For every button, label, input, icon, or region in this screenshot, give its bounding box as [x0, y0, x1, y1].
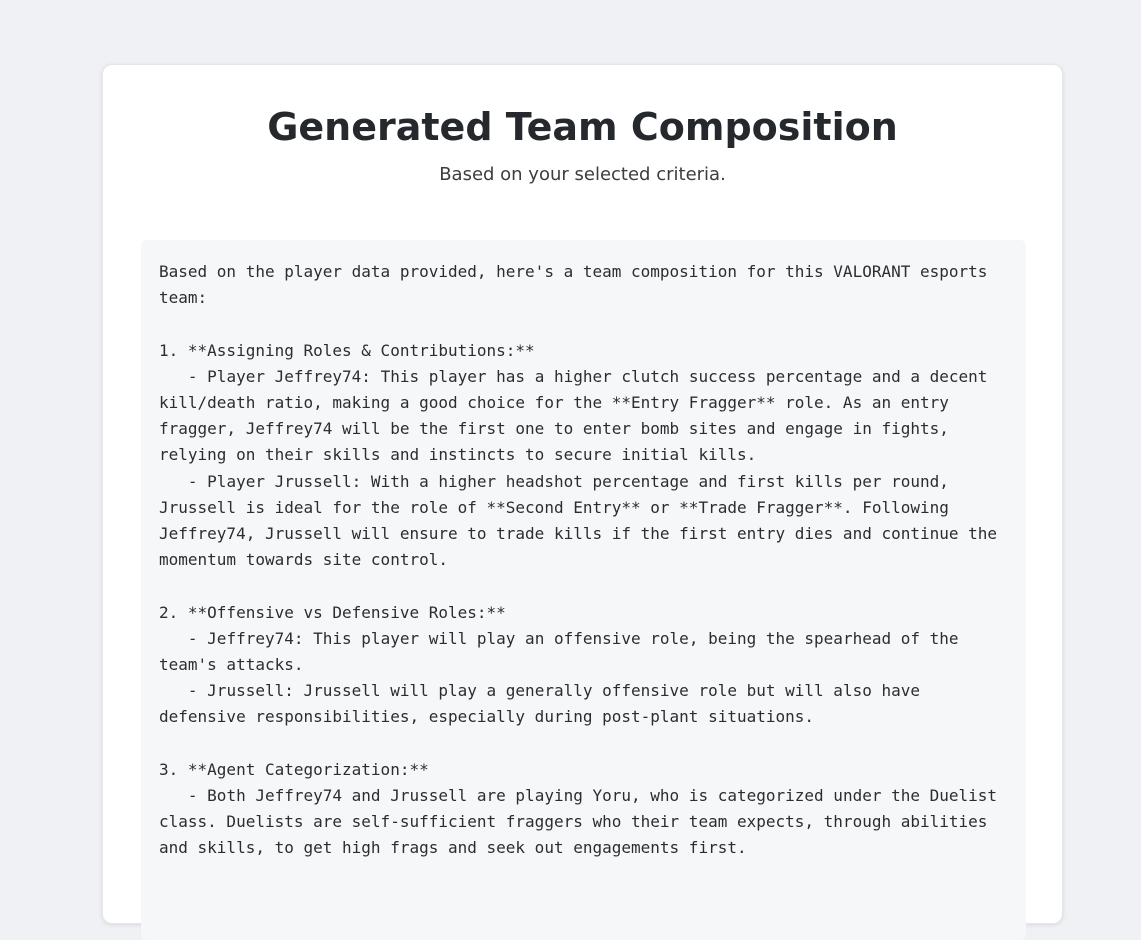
page-subtitle: Based on your selected criteria.: [439, 164, 726, 185]
composition-result-text: Based on the player data provided, here's a team composition for this VALORANT esports team: 1. **Assigning Roles & Contributions:** - Player Jeffrey74: This player has a higher clutch success percentage and a decent kill/death ratio, making a good choice for the **Entry Fragger** role. As an entry fragger, Jeffrey74 will be the first one to enter bomb sites and engage in fights, relying on their skills and instincts to secure initial kills. - Player Jrussell: With a higher headshot percentage and first kills per round, Jrussell is ideal for the role of **Second Entry** or **Trade Fragger**. Following Jeffrey74, Jrussell will ensure to trade kills if the first entry dies and continue the momentum towards site control. 2. **Offensive vs Defensive Roles:** - Jeffrey74: This player will play an offensive role, being the spearhead of the team's attacks. - Jrussell: Jrussell will play a generally offensive role but will also have defensive responsibilities, especially during post-plant situations. 3. **Agent Categorization:** - Both Jeffrey74 and Jrussell are playing Yoru, who is categorized under the Duelist class. Duelists are self-sufficient fraggers who their team expects, through abilities and skills, to get high frags and seek out engagements first.: [159, 262, 998, 858]
composition-result-panel[interactable]: [141, 240, 1026, 940]
team-composition-card: [102, 64, 1063, 924]
page-title: Generated Team Composition: [267, 105, 898, 149]
